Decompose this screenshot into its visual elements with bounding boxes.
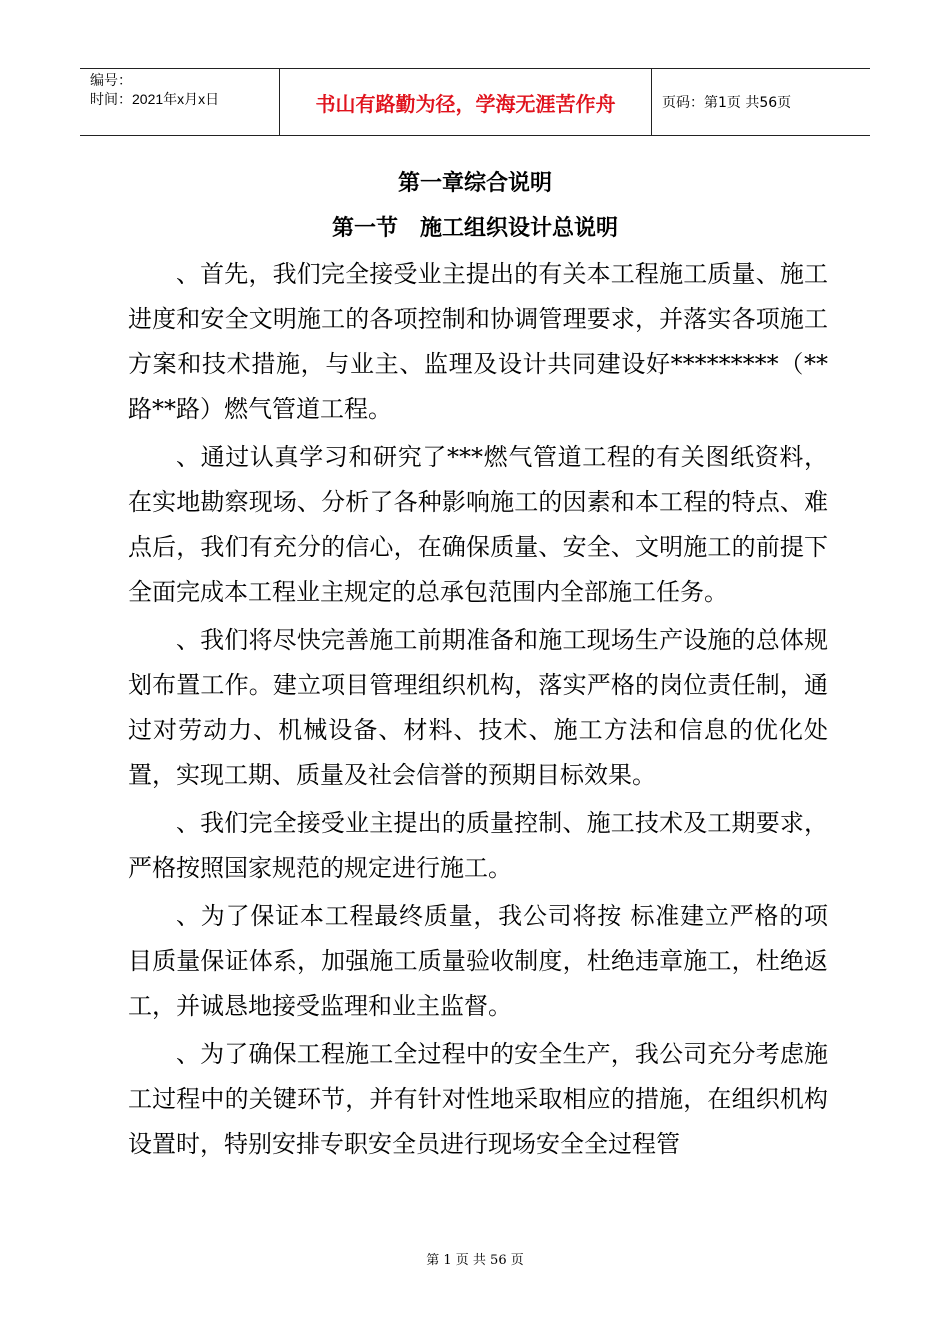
number-label: 编号： (90, 72, 132, 88)
chapter-title: 第一章综合说明 (397, 171, 552, 196)
time-label: 时间：2021年x月x日 (90, 91, 220, 107)
page-footer: 第 1 页 共 56 页 (426, 1253, 524, 1268)
header-meta-cell (80, 69, 280, 135)
paragraph: 、我们将尽快完善施工前期准备和施工现场生产设施的总体规划布置工作。建立项目管理组织机构，落实严格的岗位责任制，通过对劳动力、机械设备、材料、技术、施工方法和信息的优化处置，实现工期、质量及社会信誉的预期目标效果。 (128, 626, 828, 789)
paragraph: 、通过认真学习和研究了***燃气管道工程的有关图纸资料，在实地勘察现场、分析了各种影响施工的因素和本工程的特点、难点后，我们有充分的信心，在确保质量、安全、文明施工的前提下全面完成本工程业主规定的总承包范围内全部施工任务。 (128, 443, 828, 606)
header-table (80, 68, 870, 136)
paragraph: 、为了确保工程施工全过程中的安全生产，我公司充分考虑施工过程中的关键环节，并有针对性地采取相应的措施，在组织机构设置时，特别安排专职安全员进行现场安全全过程管 (128, 1040, 828, 1158)
paragraph: 、首先，我们完全接受业主提出的有关本工程施工质量、施工进度和安全文明施工的各项控制和协调管理要求，并落实各项施工方案和技术措施，与业主、监理及设计共同建设好*********（**路**路）燃气管道工程。 (128, 260, 828, 423)
section-title: 第一节 施工组织设计总说明 (331, 216, 618, 241)
body-text (128, 252, 828, 1170)
paragraph: 、我们完全接受业主提出的质量控制、施工技术及工期要求，严格按照国家规范的规定进行施工。 (128, 809, 828, 882)
header-page-info: 页码：第1页 共56页 (662, 95, 792, 111)
paragraph: 、为了保证本工程最终质量，我公司将按 标准建立严格的项目质量保证体系，加强施工质量验收制度，杜绝违章施工，杜绝返工，并诚恳地接受监理和业主监督。 (128, 902, 828, 1020)
header-motto: 书山有路勤为径，学海无涯苦作舟 (280, 69, 652, 135)
